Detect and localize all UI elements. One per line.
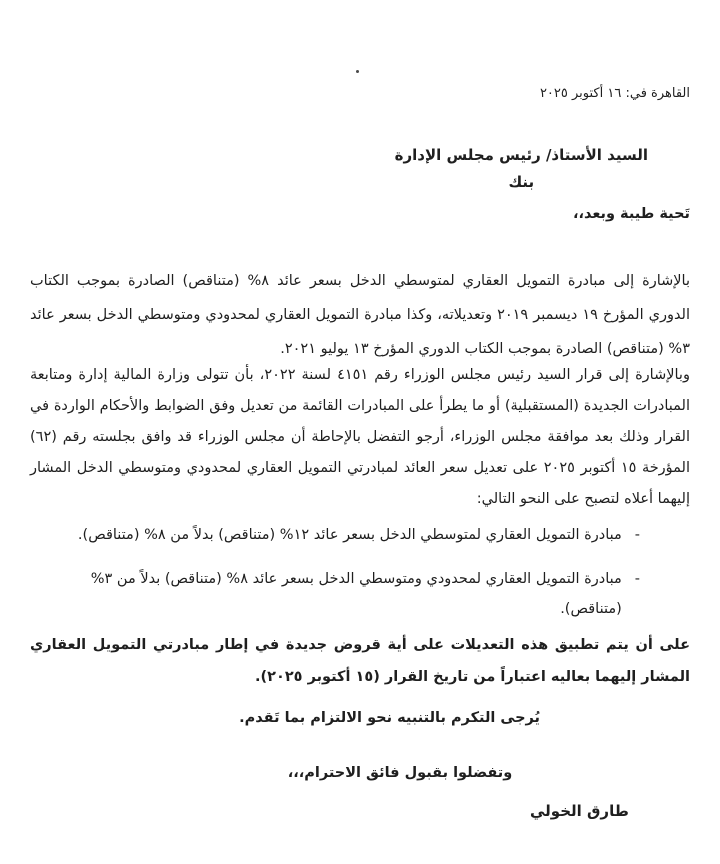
- bullet-dash-icon: -: [634, 571, 640, 587]
- stray-dot-mark: [356, 70, 359, 73]
- date-line: القاهرة في: ١٦ أكتوبر ٢٠٢٥: [539, 86, 690, 101]
- salutation-line: تَحية طيبة وبعد،،: [572, 206, 690, 222]
- addressee-organization: بنك: [508, 173, 535, 191]
- signature-name: طارق الخولي: [530, 802, 629, 820]
- amendment-1-text: مبادرة التمويل العقاري لمتوسطي الدخل بسعر عائد ١٢% (متناقص) بدلاً من ٨% (متناقص).: [77, 527, 622, 543]
- list-item-amendment-2: [30, 564, 640, 624]
- addressee-block: [395, 142, 648, 196]
- amendment-2-text: مبادرة التمويل العقاري لمحدودي ومتوسطي الدخل بسعر عائد ٨% (متناقص) بدلاً من ٣% (متناقص).: [90, 571, 622, 617]
- amendments-list: [30, 520, 690, 624]
- paragraph-effective-date: على أن يتم تطبيق هذه التعديلات على أية قروض جديدة في إطار مبادرتي التمويل العقاري المشار إليهما بعاليه اعتباراً من تاريخ القرار (١٥ أكتوبر ٢٠٢٥).: [30, 637, 690, 685]
- bullet-dash-icon: -: [634, 527, 640, 543]
- addressee-title: السيد الأستاذ/ رئيس مجلس الإدارة: [394, 146, 648, 164]
- paragraph-cabinet-decision: وبالإشارة إلى قرار السيد رئيس مجلس الوزراء رقم ٤١٥١ لسنة ٢٠٢٢، بأن تتولى وزارة المالية إدارة ومتابعة المبادرات الجديدة (المستقبلية) أو ما يطرأ على المبادرات القائمة من تعديل وفق الضوابط والأحكام الواردة في القرار وذلك بعد موافقة مجلس الوزراء، أرجو التفضل بالإحاطة أن مجلس الوزراء قد وافق بجلسته رقم (٦٢) المؤرخة ١٥ أكتوبر ٢٠٢٥ على تعديل سعر العائد لمبادرتي التمويل العقاري لمحدودي ومتوسطي الدخل المشار إليهما أعلاه لتصبح على النحو التالي:: [30, 367, 691, 507]
- list-item-amendment-1: [30, 520, 640, 550]
- instruction-line: يُرجى التكرم بالتنبيه نحو الالتزام بما تَقدم.: [239, 710, 540, 726]
- closing-compliment: وتفضلوا بقبول فائق الاحترام،،،: [287, 765, 513, 781]
- paragraph-reference-initiatives: بالإشارة إلى مبادرة التمويل العقاري لمتوسطي الدخل بسعر عائد ٨% (متناقص) الصادرة بموجب الكتاب الدوري المؤرخ ١٩ ديسمبر ٢٠١٩ وتعديلاته، وكذا مبادرة التمويل العقاري لمحدودي ومتوسطي الدخل بسعر عائد ٣% (متناقص) الصادرة بموجب الكتاب الدوري المؤرخ ١٣ يوليو ٢٠٢١.: [30, 273, 691, 357]
